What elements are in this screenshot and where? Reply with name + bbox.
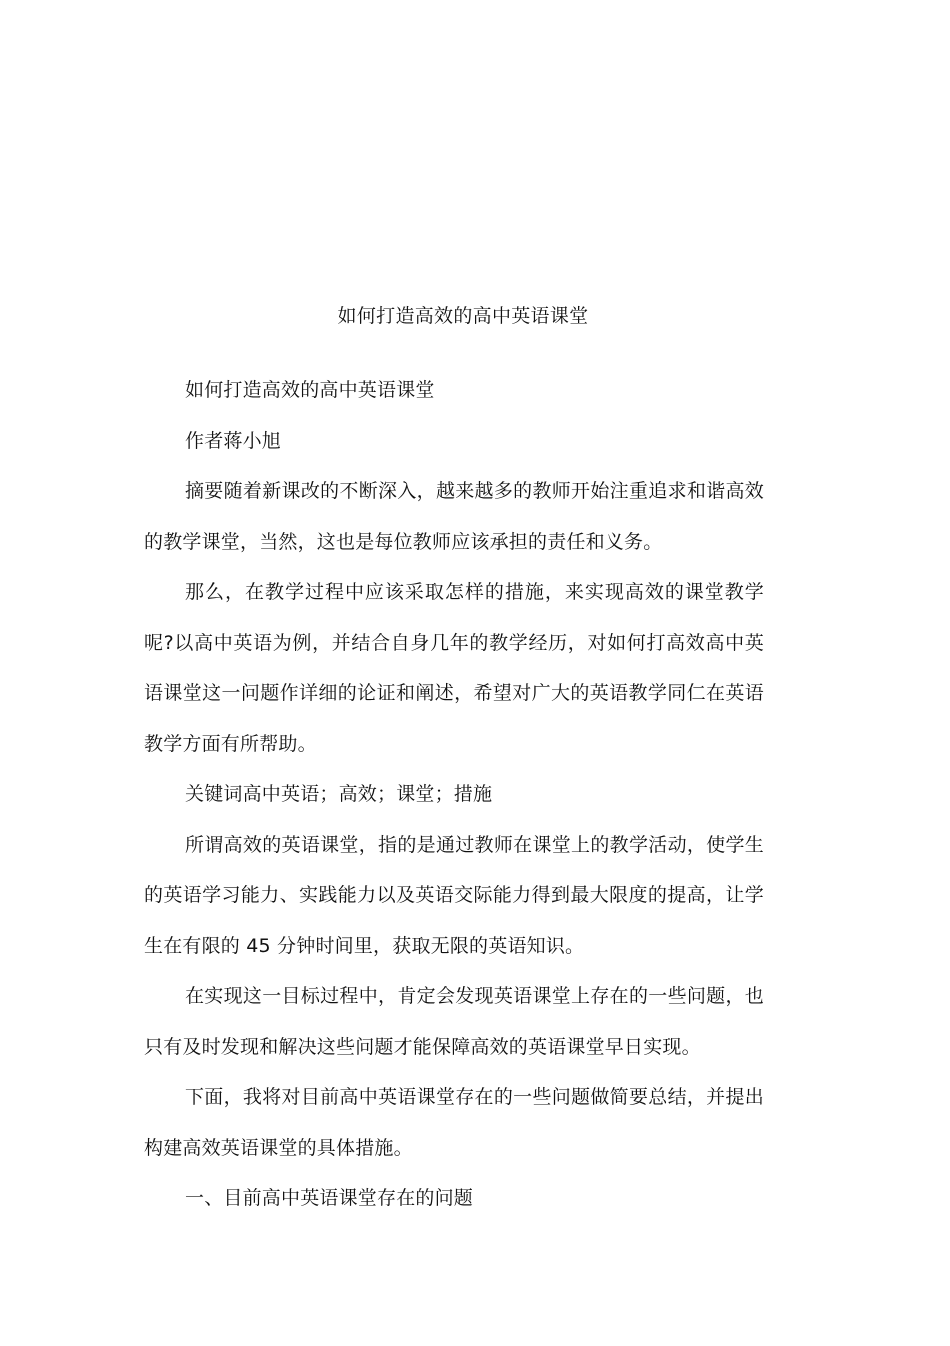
document-body — [144, 365, 764, 1224]
paragraph-author: 作者蒋小旭 — [185, 429, 282, 452]
document-title: 如何打造高效的高中英语课堂 — [337, 305, 589, 327]
paragraph-summary: 下面，我将对目前高中英语课堂存在的一些问题做简要总结，并提出构建高效英语课堂的具体措施。 — [144, 1086, 764, 1159]
section-heading-1: 一、目前高中英语课堂存在的问题 — [185, 1187, 474, 1209]
paragraph-definition: 所谓高效的英语课堂，指的是通过教师在课堂上的教学活动，使学生的英语学习能力、实践能力以及英语交际能力得到最大限度的提高，让学生在有限的 45 分钟时间里，获取无限的英语知识。 — [144, 833, 764, 957]
paragraph-keywords: 关键词高中英语；高效；课堂；措施 — [185, 783, 493, 805]
paragraph-abstract: 摘要随着新课改的不断深入，越来越多的教师开始注重追求和谐高效的教学课堂，当然，这也是每位教师应该承担的责任和义务。 — [144, 480, 764, 553]
paragraph-subtitle: 如何打造高效的高中英语课堂 — [185, 379, 435, 401]
paragraph-problems: 在实现这一目标过程中，肯定会发现英语课堂上存在的一些问题，也只有及时发现和解决这些问题才能保障高效的英语课堂早日实现。 — [144, 985, 764, 1058]
paragraph-intro: 那么，在教学过程中应该采取怎样的措施，来实现高效的课堂教学呢?以高中英语为例，并结合自身几年的教学经历，对如何打高效高中英语课堂这一问题作详细的论证和阐述，希望对广大的英语教学同仁在英语教学方面有所帮助。 — [144, 581, 764, 755]
